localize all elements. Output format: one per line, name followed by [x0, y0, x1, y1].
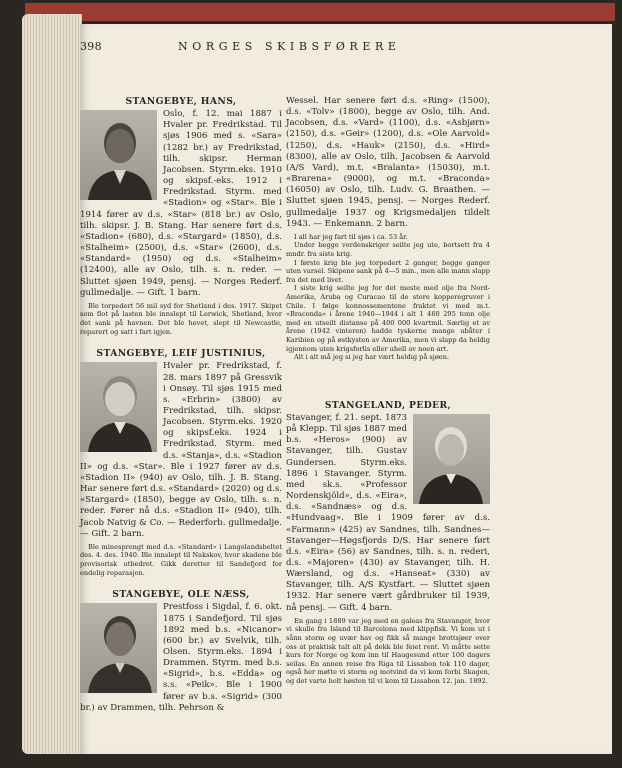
portrait-peder-image	[413, 414, 490, 504]
entry-note	[286, 617, 490, 686]
portrait-image	[80, 110, 157, 200]
note-line: I første krig ble jeg torpedert 2 ganger, begge ganger uten varsel. Skipene sank på 4—5 min., men alle mann slapp fra det med livet.	[286, 258, 490, 284]
entry-text: Stavanger, f. 21. sept. 1873 på Klepp. Til sjøs 1887 med b.s. «Heros» (900) av Stavanger, tilh. Gustav Gundersen. Styrm.eks. 1896 i Stavanger. Styrm. med sk.s. «Professor Nordenskjöld», d.s. «Eira», d.s. «Sandnæs» og d.s. «Hundvaag». Ble i 1909 fører av d.s. «Farmann» (425) av Sandnes, tilh. Sandnes—Stavanger—Høgsfjords D/S. Har senere ført d.s. «Eira» (56) av Sandnes, tilh. s. n. rederi, d.s. «Majoren» (430) av Stavanger, tilh. H. Wærsland, og d.s. «Hanseat» (330) av Stavanger, tilh. A/S Kystfart. — Sluttet sjøen 1932. Har senere vært gårdbruker til 1939, nå pensj. — Gift. 4 barn.	[286, 412, 490, 613]
portrait-image	[80, 603, 157, 693]
entry-note	[80, 543, 282, 577]
note-line: Alt i alt må jeg si jeg har vært heldig på sjøen.	[294, 353, 450, 362]
entry-heading: STANGEBYE, LEIF JUSTINIUS,	[96, 348, 266, 360]
book-cover-edge	[25, 3, 615, 21]
continuation-text: Wessel. Har senere ført d.s. «Ring» (1500), d.s. «Tolv» (1800), begge av Oslo, tilh. And. Jacobsen, d.s. «Vard» (1100), d.s. «Asbjørn» (2150), d.s. «Geir» (1200), d.s. «Ole Aarvold» (1250), d.s. «Hauk» (2150), d.s. «Hird» (8300), alle av Oslo, tilh. Jacobsen & Aarvold (A/S Vard), m.t. «Bralanta» (15030), m.t. «Brarena» (9000), og m.t. «Braconda» (16050) av Oslo, tilh. Ludv. G. Braathen. — Sluttet sjøen 1945, pensj. — Norges Rederf. gullmedalje 1937 og Krigsmedaljen tildelt 1943. — Enkemann. 2 barn.	[286, 96, 490, 229]
note-line: I all har jeg fart til sjøs i ca. 53 år.	[294, 232, 408, 241]
page-stack	[22, 14, 82, 754]
entry-text: Oslo, f. 12. mai 1887 i Hvaler pr. Fredrikstad. Til sjøs 1906 med s. «Sara» (1282 br.) av Fredrikstad, tilh. skipsr. Herman Jacobsen. Styrm.eks. 1910 og skipsf.-eks. 1912 i Fredrikstad. Styrm. med «Stadion» og «Star». Ble i 1914 fører av d.s. «Star» (818 br.) av Oslo, tilh. skipsr. J. B. Stang. Har senere ført d.s. «Stadion» (680), d.s. «Stargard» (1850), d.s. «Stalheim» (2500), d.s. «Star» (2600), d.s. «Standard» (1950) og d.s. «Stalheim» (12400), alle av Oslo, tilh. s. n. reder. — Sluttet sjøen 1949, pensj. — Norges Rederf. gullmedalje. — Gift. 1 barn.	[80, 109, 282, 298]
portrait-image	[413, 414, 490, 504]
entry-note-text: Ble minesprengt med d.s. «Standard» i Langelandsbeltet des. 4. des. 1940. Ble innslept til Nakskov, hvor skadene ble provisorisk utbedret. Gikk deretter til Sandefjord for endelig reparasjon.	[80, 542, 282, 577]
note-line: I siste krig seilte jeg for det meste med olje fra Nord-Amerika, Aruba og Curacao til de store kopperegruver i Chile. I følge konnossementene fraktet vi med m.t. «Braconda» i årene 1940—1944 i alt 1 460 295 tonn olje med en utseilt distanse på 400 000 kvartmil. Særlig et av årene (1942 vinteren) hadde tyskerne mange ubåter i Karibien og på østkysten av Amerika, men vi slapp da heldig igjennom uten krigsforlis eller uhell av noen art.	[286, 284, 490, 353]
portrait-ole-image	[80, 603, 157, 693]
entry-text: Hvaler pr. Fredrikstad, f. 28. mars 1897 på Gressvik i Onsøy. Til sjøs 1915 med s. «Erbrin» (3800) av Fredrikstad, tilh. skipsr. Jacobsen. Styrm.eks. 1920 og skipsf.eks. 1924 i Fredrikstad. Styrm. med d.s. «Stanja», d.s. «Stadion II» og d.s. «Star». Ble i 1927 fører av d.s. «Stadion II» (940) av Oslo, tilh. J. B. Stang. Har senere ført d.s. «Standard» (2020) og d.s. «Stargard» (1850), begge av Oslo, tilh. s. n. reder. Fører nå d.s. «Stadion II» (940), tilh. Jacob Natvig & Co. — Rederforb. gullmedalje. — Gift. 2 barn.	[80, 361, 282, 539]
entry-note-text: En gang i 1889 var jeg med en galeas fra Stavanger, hvor vi skulle fra Island til Barcelona med klippfisk. Vi kom ut i sånn storm og uvær hav og fikk så mange brottsjøer over oss at praktisk talt alt på dekk ble feiet rent. Vi måtte sette kurs for Norge og kom inn til Haugesund etter 100 dagers seilas. En annen reise fra Riga til Lissabon tok 110 dager, også her møtte vi storm og motvind da vi kom forbi Skagen, og det varte helt høsten til vi kom til Lissabon 12. jan. 1892.	[286, 616, 490, 685]
entry-heading: STANGEBYE, HANS,	[125, 96, 237, 107]
entry-heading: STANGELAND, PEDER,	[324, 399, 452, 411]
portrait-image	[80, 362, 157, 452]
right-column	[286, 96, 490, 686]
page-number: 398	[80, 40, 102, 53]
entry-text: Prestfoss i Sigdal, f. 6. okt. 1875 i Sandefjord. Til sjøs 1892 med b.s. «Nicanor» (600 br.) av Svelvik, tilh. Olsen. Styrm.eks. 1894 i Drammen. Styrm. med b.s. «Sigrid», b.s. «Edda» og s.s. «Peik». Ble i 1900 fører av b.s. «Sigrid» (300 br.) av Drammen, tilh. Pehrson &	[80, 602, 282, 713]
entry-note	[80, 302, 282, 336]
running-title: NORGES SKIBSFØRERE	[178, 40, 401, 53]
entry-heading: STANGEBYE, OLE NÆSS,	[112, 589, 250, 601]
left-column	[80, 96, 282, 714]
portrait-hans-image	[80, 110, 157, 200]
portrait-leif-image	[80, 362, 157, 452]
note-line: Under begge verdenskriger seilte jeg ute, bortsett fra 4 mndr. fra siste krig.	[286, 241, 490, 259]
entry-note-text: Ble torpedert 56 mil syd for Shetland i des. 1917. Skipet som flot på lasten ble innslept til Lerwick, Shetland, hvor det sank på havnen. Det ble hevet, slept til Newcastle, reparert og satt i fart igjen.	[80, 301, 282, 336]
continuation-note	[286, 233, 490, 362]
